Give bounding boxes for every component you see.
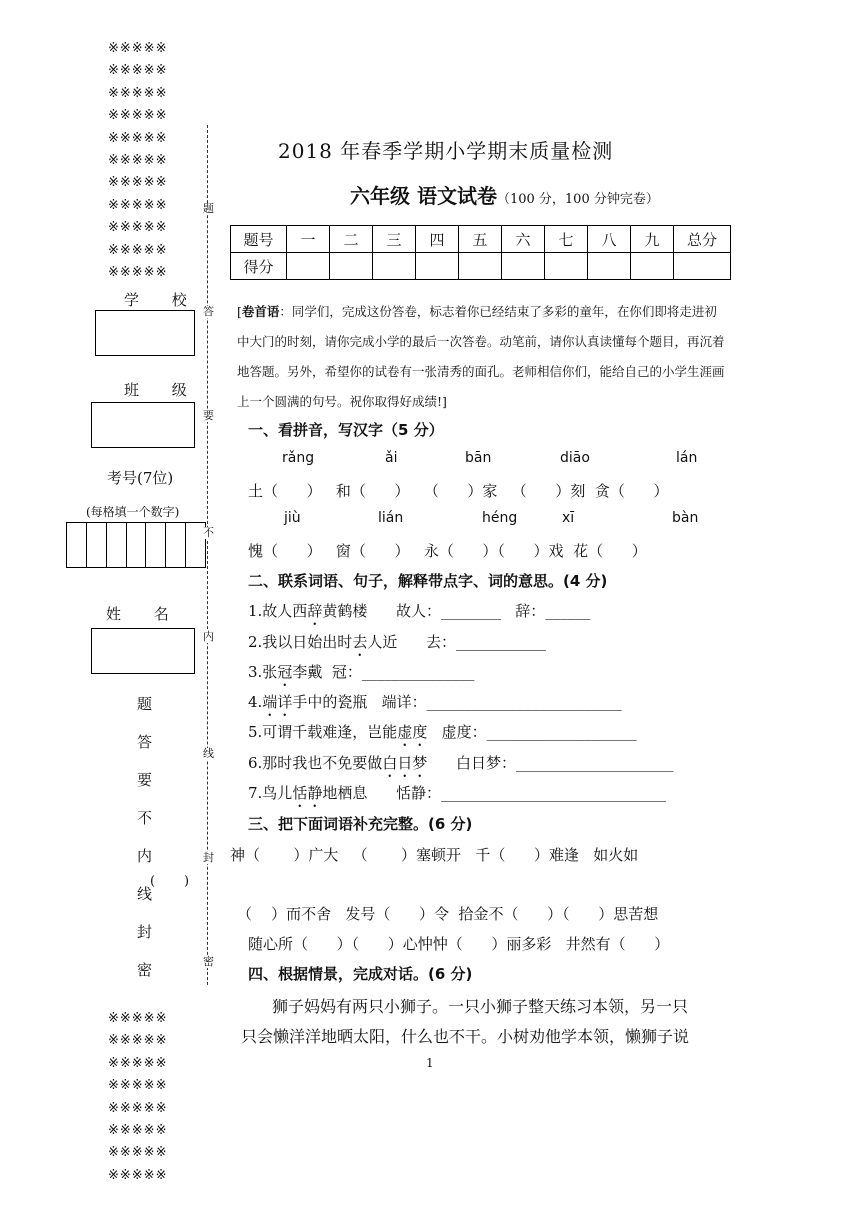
subtitle-note: （100 分，100 分钟完卷） bbox=[496, 192, 659, 207]
score-cell[interactable] bbox=[588, 253, 631, 280]
fill-row2: （ ）而不舍 发号（ ）令 拾金不（ ）（ ）思苦想 bbox=[237, 905, 659, 923]
score-col: 一 bbox=[287, 226, 330, 253]
score-cell[interactable] bbox=[416, 253, 459, 280]
name-label: 姓 名 bbox=[106, 605, 183, 623]
fill-row1: 神（ ）广大 （ ）塞顿开 千（ ）难逢 如火如 bbox=[230, 846, 639, 864]
section2-heading: 二、联系词语、句子，解释带点字、词的意思。(4 分) bbox=[248, 572, 608, 590]
stars-top: ※※※※※ ※※※※※ ※※※※※ ※※※※※ ※※※※※ ※※※※※ ※※※※※ ※※※※※ ※※※※※ ※※※※※ ※※※※※ bbox=[108, 41, 168, 281]
paren-blank: ( ) bbox=[150, 874, 190, 889]
score-cell[interactable] bbox=[459, 253, 502, 280]
score-col: 六 bbox=[502, 226, 545, 253]
exam-no-hint: (每格填一个数字) bbox=[86, 505, 180, 519]
section3-heading: 三、把下面词语补充完整。(6 分) bbox=[248, 815, 473, 833]
seal-char-7: 封 bbox=[203, 851, 214, 864]
seal-char-1: 题 bbox=[203, 202, 214, 215]
seal-char-8: 密 bbox=[203, 955, 214, 968]
school-label: 学 校 bbox=[124, 291, 201, 309]
score-col-total: 总分 bbox=[674, 226, 731, 253]
score-cell[interactable] bbox=[631, 253, 674, 280]
exam-no-label: 考号(7位) bbox=[107, 469, 174, 487]
question-item: 3.张冠李戴 冠：_______________ bbox=[248, 663, 475, 681]
page-number: 1 bbox=[426, 1056, 434, 1070]
story-line1: 狮子妈妈有两只小狮子。一只小狮子整天练习本领，另一只 bbox=[272, 997, 689, 1016]
vertical-char-6: 线 bbox=[137, 885, 153, 903]
intro-text: ：同学们，完成这份答卷，标志着你已经结束了多彩的童年，在你们即将走进初中大门的时刻，请你完成小学的最后一次答卷。动笔前，请你认真读懂每个题目，再沉着地答题。另外，希望你的试卷有一张清秀的面孔。老师相信你们，能给自己的小学生涯画上一个圆满的句号。祝你取得好成绩! bbox=[237, 304, 725, 409]
pinyin: héng bbox=[482, 510, 518, 526]
vertical-char-1: 题 bbox=[137, 695, 153, 713]
seal-char-4: 不 bbox=[203, 526, 214, 539]
score-col: 五 bbox=[459, 226, 502, 253]
score-row-label: 得分 bbox=[231, 253, 287, 280]
pinyin: rǎng bbox=[282, 450, 315, 466]
chars-row1: 土（ ） 和（ ） （ ）家 （ ）刻 贪（ ） bbox=[248, 482, 669, 500]
chars-row2: 愧（ ） 窗（ ） 永（ ）（ ）戏 花（ ） bbox=[248, 542, 647, 560]
score-cell[interactable] bbox=[373, 253, 416, 280]
fill-row3: 随心所（ ）（ ）心忡忡（ ）丽多彩 井然有（ ） bbox=[248, 935, 670, 953]
name-box[interactable] bbox=[91, 628, 195, 674]
intro-paragraph bbox=[237, 297, 727, 417]
vertical-char-7: 封 bbox=[137, 923, 153, 941]
score-table bbox=[230, 225, 731, 280]
pinyin: xī bbox=[562, 510, 575, 526]
exam-title: 2018 年春季学期小学期末质量检测 bbox=[278, 139, 614, 163]
question-item: 6.那时我也不免要做白日梦 白日梦：_____________________ bbox=[248, 754, 674, 772]
pinyin: bān bbox=[465, 450, 492, 466]
score-col: 八 bbox=[588, 226, 631, 253]
seal-char-5: 内 bbox=[203, 630, 214, 643]
story-line2: 只会懒洋洋地晒太阳，什么也不干。小树劝他学本领，懒狮子说 bbox=[241, 1027, 690, 1046]
score-row bbox=[231, 253, 731, 280]
question-item: 7.鸟儿恬静地栖息 恬静：______________________________ bbox=[248, 784, 666, 802]
question-item: 4.端详手中的瓷瓶 端详：__________________________ bbox=[248, 693, 622, 711]
vertical-char-2: 答 bbox=[137, 733, 153, 751]
intro-bracket-open: [ bbox=[237, 304, 242, 319]
question-item: 5.可谓千载难逢，岂能虚度 虚度：____________________ bbox=[248, 723, 637, 741]
stars-bottom: ※※※※※ ※※※※※ ※※※※※ ※※※※※ ※※※※※ ※※※※※ ※※※※※ ※※※※※ bbox=[108, 1011, 168, 1183]
vertical-char-3: 要 bbox=[137, 771, 153, 789]
section4-heading: 四、根据情景，完成对话。(6 分) bbox=[248, 965, 473, 983]
score-col: 三 bbox=[373, 226, 416, 253]
pinyin: jiù bbox=[284, 510, 301, 526]
subtitle-main: 六年级 语文试卷 bbox=[350, 184, 497, 208]
score-col: 四 bbox=[416, 226, 459, 253]
exam-subtitle bbox=[350, 180, 659, 209]
score-cell[interactable] bbox=[502, 253, 545, 280]
score-cell[interactable] bbox=[287, 253, 330, 280]
score-col: 七 bbox=[545, 226, 588, 253]
score-header-label: 题号 bbox=[231, 226, 287, 253]
pinyin: ǎi bbox=[385, 450, 398, 466]
pinyin: diāo bbox=[560, 450, 590, 466]
pinyin: lián bbox=[378, 510, 404, 526]
seal-char-2: 答 bbox=[203, 305, 214, 318]
score-cell[interactable] bbox=[545, 253, 588, 280]
score-cell[interactable] bbox=[330, 253, 373, 280]
pinyin: lán bbox=[676, 450, 698, 466]
intro-bracket-close: ] bbox=[442, 394, 447, 409]
class-box[interactable] bbox=[91, 402, 195, 448]
score-col: 二 bbox=[330, 226, 373, 253]
school-box[interactable] bbox=[95, 310, 195, 356]
question-item: 2.我以日始出时去人近 去：____________ bbox=[248, 633, 546, 651]
vertical-char-4: 不 bbox=[137, 809, 153, 827]
exam-no-grid[interactable] bbox=[66, 522, 206, 568]
pinyin: bàn bbox=[672, 510, 699, 526]
intro-lead: 卷首语 bbox=[241, 304, 280, 319]
score-col: 九 bbox=[631, 226, 674, 253]
vertical-char-8: 密 bbox=[137, 961, 153, 979]
score-header-row bbox=[231, 226, 731, 253]
class-label: 班 级 bbox=[124, 381, 201, 399]
seal-char-6: 线 bbox=[203, 747, 214, 760]
seal-char-3: 要 bbox=[203, 409, 214, 422]
vertical-char-5: 内 bbox=[137, 847, 153, 865]
section1-heading: 一、看拼音，写汉字（5 分） bbox=[248, 421, 444, 439]
score-cell[interactable] bbox=[674, 253, 731, 280]
question-item: 1.故人西辞黄鹤楼 故人：________ 辞：______ bbox=[248, 602, 591, 620]
